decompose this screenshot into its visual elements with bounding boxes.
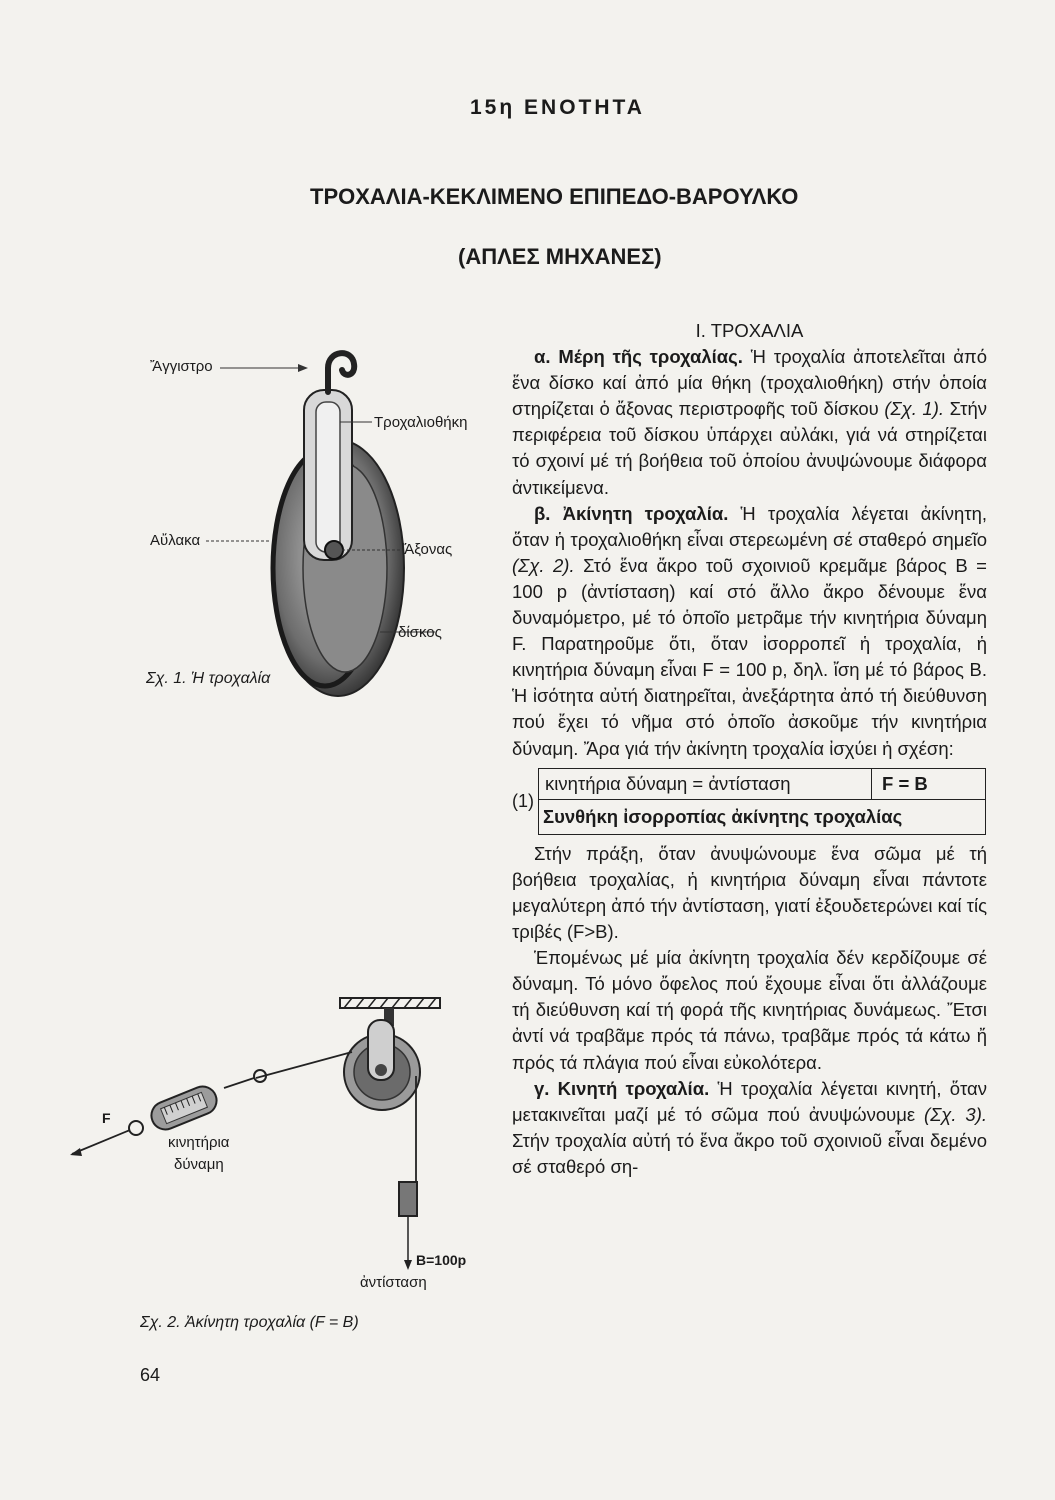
parts-body-2: Στήν περιφέρεια τοῦ δίσκου ὑπάρχει αὐλάκι, γιά νά στηρίζεται τό σχοινί μέ τή βοήθεια τοῦ ὁποίου ἀνυψώνουμε διάφορα ἀντικείμενα. bbox=[512, 398, 987, 498]
label-resistance: ἀντίσταση bbox=[360, 1274, 427, 1291]
movable-body: Ἡ τροχαλία λέγεται κινητή, ὅταν μετακινεῖται μαζί μέ τό σῶμα πού ἀνυψώνουμε bbox=[512, 1077, 988, 1125]
parts-body: Ἡ τροχαλία ἀποτελεῖται ἀπό ἕνα δίσκο καί ἀπό μία θήκη (τροχαλιοθήκη) στήν ὁποία στηρίζεται ὁ ἄξονας περιστροφῆς τοῦ δίσκου bbox=[512, 346, 987, 420]
chapter-subtitle: (ΑΠΛΕΣ ΜΗΧΑΝΕΣ) bbox=[458, 244, 662, 269]
formula-box bbox=[512, 768, 987, 835]
chapter-title: ΤΡΟΧΑΛΙΑ-ΚΕΚΛΙΜΕΝΟ ΕΠΙΠΕΔΟ-ΒΑΡΟΥΛΚΟ bbox=[310, 184, 799, 209]
weight-value: B=100p bbox=[416, 1252, 467, 1268]
formula-left: κινητήρια δύναμη = ἀντίσταση bbox=[539, 769, 872, 799]
fixed-heading: β. Ἀκίνητη τροχαλία. bbox=[534, 502, 729, 524]
paragraph-parts bbox=[512, 344, 987, 501]
label-hook: Ἄγγιστρο bbox=[150, 358, 213, 375]
paragraph-movable-pulley bbox=[512, 1076, 987, 1180]
figure-1-caption: Σχ. 1. Ἡ τροχαλία bbox=[146, 670, 271, 687]
formula-caption: Συνθήκη ἰσορροπίας ἀκίνητης τροχαλίας bbox=[543, 805, 903, 827]
parts-ref: (Σχ. 1). bbox=[884, 398, 945, 420]
movable-heading: γ. Κινητή τροχαλία. bbox=[534, 1077, 710, 1099]
figure-1-pulley bbox=[130, 340, 500, 710]
label-motive-force-2: δύναμη bbox=[174, 1156, 224, 1173]
axle bbox=[325, 541, 343, 559]
paragraph-fixed-pulley bbox=[512, 501, 987, 762]
formula-row bbox=[539, 769, 985, 800]
fixed-ref: (Σχ. 2). bbox=[512, 554, 575, 576]
label-groove: Αὔλακα bbox=[150, 532, 201, 549]
label-disc: δίσκος bbox=[398, 624, 442, 641]
label-motive-force-1: κινητήρια bbox=[168, 1134, 230, 1151]
fixed-body-2: Στό ἕνα ἄκρο τοῦ σχοινιοῦ κρεμᾶμε βάρος Β = 100 p (ἀντίσταση) καί στό ἄλλο ἄκρο δένουμε ἕνα δυναμόμετρο, μέ τό ὁποῖο μετρᾶμε τήν κινητήρια δύναμη F. Παρατηροῦμε ὅτι, ὅταν ἰσορροπεῖ ἡ τροχαλία, ἡ κινητήρια δύναμη εἶναι F = 100 p, δηλ. ἴση μέ τό βάρος Β. Ἡ ἰσότητα αὐτή διατηρεῖται, ἀνεξάρτητα ἀπό τή διεύθυνση πού ἔχει τό νῆμα στό ὁποῖο ἀσκοῦμε τήν κινητήρια δύναμη. Ἄρα γιά τήν ἀκίνητη τροχαλία ἰσχύει ἡ σχέση: bbox=[512, 554, 987, 759]
hook bbox=[328, 353, 354, 392]
movable-ref: (Σχ. 3). bbox=[924, 1103, 987, 1125]
spring-scale bbox=[147, 1082, 221, 1133]
ceiling bbox=[340, 998, 440, 1008]
unit-heading: 15η ΕΝΟΤΗΤΑ bbox=[470, 96, 645, 119]
paragraph-therefore: Ἑπομένως μέ μία ἀκίνητη τροχαλία δέν κερδίζουμε σέ δύναμη. Τό μόνο ὄφελος πού ἔχουμε εἶναι ὅτι ἀλλάζουμε τή διεύθυνση καί τή φορά τῆς κινητήριας δυνάμεως. Ἔτσι ἀντί νά τραβᾶμε πρός τά πάνω, τραβᾶμε πρός τά κάτω ἤ πρός τά πλάγια πού εἶναι εὐκολότερα. bbox=[512, 947, 987, 1073]
parts-heading: α. Μέρη τῆς τροχαλίας. bbox=[534, 346, 743, 368]
fixed-body: Ἡ τροχαλία λέγεται ἀκίνητη, ὅταν ἡ τροχαλιοθήκη εἶναι στερεωμένη σέ σταθερό σημεῖο bbox=[512, 502, 987, 550]
formula-right: F = B bbox=[882, 772, 928, 794]
figure-2-caption: Σχ. 2. Ἀκίνητη τροχαλία (F = B) bbox=[140, 1314, 359, 1331]
paragraph-practice: Στήν πράξη, ὅταν ἀνυψώνουμε ἕνα σῶμα μέ τή βοήθεια τροχαλίας, ἡ κινητήρια δύναμη εἶναι πάντοτε μεγαλύτερη ἀπό τήν ἀντίσταση, γιατί ἐξουδετερώνει καί τίς τριβές (F>B). bbox=[512, 842, 987, 943]
section-heading: Ι. ΤΡΟΧΑΛΙΑ bbox=[695, 320, 804, 341]
label-block: Τροχαλιοθήκη bbox=[374, 414, 468, 431]
movable-body-2: Στήν τροχαλία αὐτή τό ἕνα ἄκρο τοῦ σχοινιοῦ εἶναι δεμένο σέ σταθερό ση- bbox=[512, 1129, 987, 1177]
force-symbol: F bbox=[102, 1110, 111, 1126]
formula-number: (1) bbox=[512, 791, 534, 812]
main-text bbox=[512, 318, 987, 1180]
formula-table bbox=[538, 768, 986, 835]
page-number: 64 bbox=[140, 1365, 161, 1385]
weight-block bbox=[399, 1182, 417, 1216]
label-axle: Ἄξονας bbox=[402, 541, 453, 558]
